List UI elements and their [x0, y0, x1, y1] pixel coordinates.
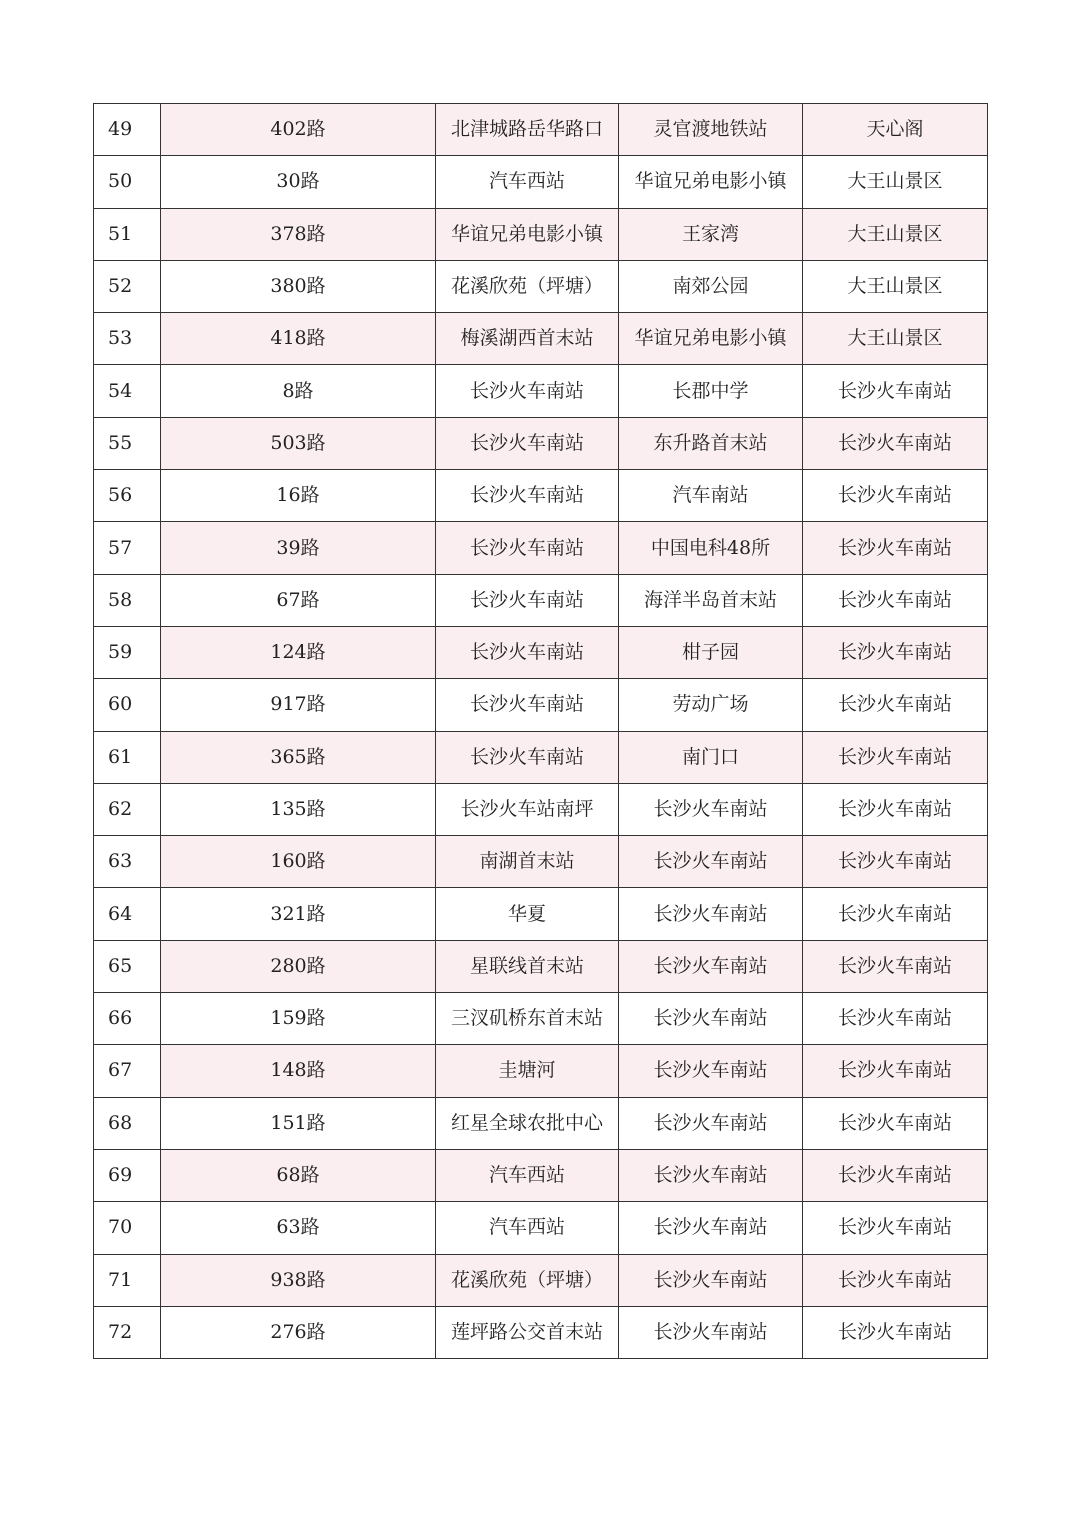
row-number-cell: 65: [94, 940, 161, 992]
route-name-cell: 159路: [161, 993, 436, 1045]
origin-station-cell: 汽车西站: [436, 1202, 619, 1254]
row-number-cell: 70: [94, 1202, 161, 1254]
row-number-cell: 57: [94, 522, 161, 574]
via-station-cell: 长沙火车南站: [619, 783, 803, 835]
table-row: [94, 260, 988, 312]
origin-station-cell: 长沙火车南站: [436, 626, 619, 678]
via-station-cell: 长沙火车南站: [619, 940, 803, 992]
destination-station-cell: 长沙火车南站: [803, 993, 988, 1045]
destination-station-cell: 长沙火车南站: [803, 417, 988, 469]
route-name-cell: 378路: [161, 208, 436, 260]
route-name-cell: 124路: [161, 626, 436, 678]
route-name-cell: 148路: [161, 1045, 436, 1097]
table-row: [94, 888, 988, 940]
table-row: [94, 104, 988, 156]
via-station-cell: 长郡中学: [619, 365, 803, 417]
origin-station-cell: 长沙火车南站: [436, 365, 619, 417]
route-name-cell: 160路: [161, 836, 436, 888]
origin-station-cell: 长沙火车站南坪: [436, 783, 619, 835]
table-row: [94, 679, 988, 731]
origin-station-cell: 北津城路岳华路口: [436, 104, 619, 156]
origin-station-cell: 圭塘河: [436, 1045, 619, 1097]
origin-station-cell: 莲坪路公交首末站: [436, 1306, 619, 1358]
origin-station-cell: 汽车西站: [436, 1149, 619, 1201]
destination-station-cell: 大王山景区: [803, 208, 988, 260]
via-station-cell: 长沙火车南站: [619, 1149, 803, 1201]
row-number-cell: 66: [94, 993, 161, 1045]
bus-route-table: [93, 103, 988, 1359]
origin-station-cell: 花溪欣苑（坪塘）: [436, 1254, 619, 1306]
table-row: [94, 993, 988, 1045]
origin-station-cell: 梅溪湖西首末站: [436, 313, 619, 365]
via-station-cell: 长沙火车南站: [619, 836, 803, 888]
destination-station-cell: 长沙火车南站: [803, 1306, 988, 1358]
route-name-cell: 39路: [161, 522, 436, 574]
destination-station-cell: 大王山景区: [803, 313, 988, 365]
route-name-cell: 8路: [161, 365, 436, 417]
route-name-cell: 276路: [161, 1306, 436, 1358]
row-number-cell: 58: [94, 574, 161, 626]
origin-station-cell: 花溪欣苑（坪塘）: [436, 260, 619, 312]
via-station-cell: 长沙火车南站: [619, 1254, 803, 1306]
origin-station-cell: 南湖首末站: [436, 836, 619, 888]
row-number-cell: 62: [94, 783, 161, 835]
origin-station-cell: 长沙火车南站: [436, 470, 619, 522]
destination-station-cell: 长沙火车南站: [803, 365, 988, 417]
route-name-cell: 280路: [161, 940, 436, 992]
route-name-cell: 917路: [161, 679, 436, 731]
row-number-cell: 64: [94, 888, 161, 940]
row-number-cell: 59: [94, 626, 161, 678]
via-station-cell: 汽车南站: [619, 470, 803, 522]
destination-station-cell: 长沙火车南站: [803, 836, 988, 888]
row-number-cell: 53: [94, 313, 161, 365]
destination-station-cell: 长沙火车南站: [803, 940, 988, 992]
route-name-cell: 67路: [161, 574, 436, 626]
row-number-cell: 67: [94, 1045, 161, 1097]
route-name-cell: 418路: [161, 313, 436, 365]
origin-station-cell: 红星全球农批中心: [436, 1097, 619, 1149]
via-station-cell: 王家湾: [619, 208, 803, 260]
via-station-cell: 灵官渡地铁站: [619, 104, 803, 156]
table-row: [94, 313, 988, 365]
route-name-cell: 16路: [161, 470, 436, 522]
destination-station-cell: 长沙火车南站: [803, 1254, 988, 1306]
table-row: [94, 156, 988, 208]
origin-station-cell: 长沙火车南站: [436, 679, 619, 731]
via-station-cell: 长沙火车南站: [619, 1045, 803, 1097]
via-station-cell: 劳动广场: [619, 679, 803, 731]
via-station-cell: 长沙火车南站: [619, 1306, 803, 1358]
via-station-cell: 华谊兄弟电影小镇: [619, 156, 803, 208]
table-row: [94, 1149, 988, 1201]
table-row: [94, 836, 988, 888]
destination-station-cell: 长沙火车南站: [803, 679, 988, 731]
route-name-cell: 402路: [161, 104, 436, 156]
route-name-cell: 63路: [161, 1202, 436, 1254]
origin-station-cell: 三汊矶桥东首末站: [436, 993, 619, 1045]
route-name-cell: 321路: [161, 888, 436, 940]
row-number-cell: 68: [94, 1097, 161, 1149]
route-name-cell: 151路: [161, 1097, 436, 1149]
row-number-cell: 52: [94, 260, 161, 312]
row-number-cell: 63: [94, 836, 161, 888]
table-row: [94, 1306, 988, 1358]
destination-station-cell: 大王山景区: [803, 156, 988, 208]
table-row: [94, 731, 988, 783]
via-station-cell: 长沙火车南站: [619, 1097, 803, 1149]
origin-station-cell: 星联线首末站: [436, 940, 619, 992]
route-name-cell: 135路: [161, 783, 436, 835]
table-row: [94, 365, 988, 417]
row-number-cell: 54: [94, 365, 161, 417]
row-number-cell: 69: [94, 1149, 161, 1201]
origin-station-cell: 长沙火车南站: [436, 574, 619, 626]
row-number-cell: 71: [94, 1254, 161, 1306]
destination-station-cell: 长沙火车南站: [803, 470, 988, 522]
route-name-cell: 30路: [161, 156, 436, 208]
table-row: [94, 1097, 988, 1149]
table-row: [94, 208, 988, 260]
row-number-cell: 50: [94, 156, 161, 208]
destination-station-cell: 大王山景区: [803, 260, 988, 312]
table-row: [94, 522, 988, 574]
table-row: [94, 1045, 988, 1097]
table-row: [94, 574, 988, 626]
row-number-cell: 61: [94, 731, 161, 783]
via-station-cell: 长沙火车南站: [619, 993, 803, 1045]
via-station-cell: 南门口: [619, 731, 803, 783]
destination-station-cell: 长沙火车南站: [803, 1202, 988, 1254]
destination-station-cell: 天心阁: [803, 104, 988, 156]
origin-station-cell: 长沙火车南站: [436, 522, 619, 574]
table-row: [94, 470, 988, 522]
destination-station-cell: 长沙火车南站: [803, 1149, 988, 1201]
destination-station-cell: 长沙火车南站: [803, 1045, 988, 1097]
route-name-cell: 938路: [161, 1254, 436, 1306]
table-row: [94, 1254, 988, 1306]
origin-station-cell: 长沙火车南站: [436, 417, 619, 469]
destination-station-cell: 长沙火车南站: [803, 522, 988, 574]
row-number-cell: 49: [94, 104, 161, 156]
destination-station-cell: 长沙火车南站: [803, 626, 988, 678]
via-station-cell: 中国电科48所: [619, 522, 803, 574]
table-row: [94, 783, 988, 835]
table-row: [94, 417, 988, 469]
via-station-cell: 柑子园: [619, 626, 803, 678]
table-row: [94, 940, 988, 992]
via-station-cell: 南郊公园: [619, 260, 803, 312]
route-name-cell: 68路: [161, 1149, 436, 1201]
origin-station-cell: 汽车西站: [436, 156, 619, 208]
destination-station-cell: 长沙火车南站: [803, 783, 988, 835]
origin-station-cell: 华谊兄弟电影小镇: [436, 208, 619, 260]
via-station-cell: 长沙火车南站: [619, 888, 803, 940]
row-number-cell: 72: [94, 1306, 161, 1358]
destination-station-cell: 长沙火车南站: [803, 1097, 988, 1149]
destination-station-cell: 长沙火车南站: [803, 574, 988, 626]
table-row: [94, 1202, 988, 1254]
destination-station-cell: 长沙火车南站: [803, 888, 988, 940]
route-name-cell: 380路: [161, 260, 436, 312]
route-name-cell: 503路: [161, 417, 436, 469]
destination-station-cell: 长沙火车南站: [803, 731, 988, 783]
via-station-cell: 华谊兄弟电影小镇: [619, 313, 803, 365]
row-number-cell: 55: [94, 417, 161, 469]
row-number-cell: 56: [94, 470, 161, 522]
via-station-cell: 东升路首末站: [619, 417, 803, 469]
origin-station-cell: 华夏: [436, 888, 619, 940]
row-number-cell: 60: [94, 679, 161, 731]
bus-route-table-body: [94, 104, 988, 1359]
via-station-cell: 海洋半岛首末站: [619, 574, 803, 626]
via-station-cell: 长沙火车南站: [619, 1202, 803, 1254]
row-number-cell: 51: [94, 208, 161, 260]
table-row: [94, 626, 988, 678]
origin-station-cell: 长沙火车南站: [436, 731, 619, 783]
route-name-cell: 365路: [161, 731, 436, 783]
